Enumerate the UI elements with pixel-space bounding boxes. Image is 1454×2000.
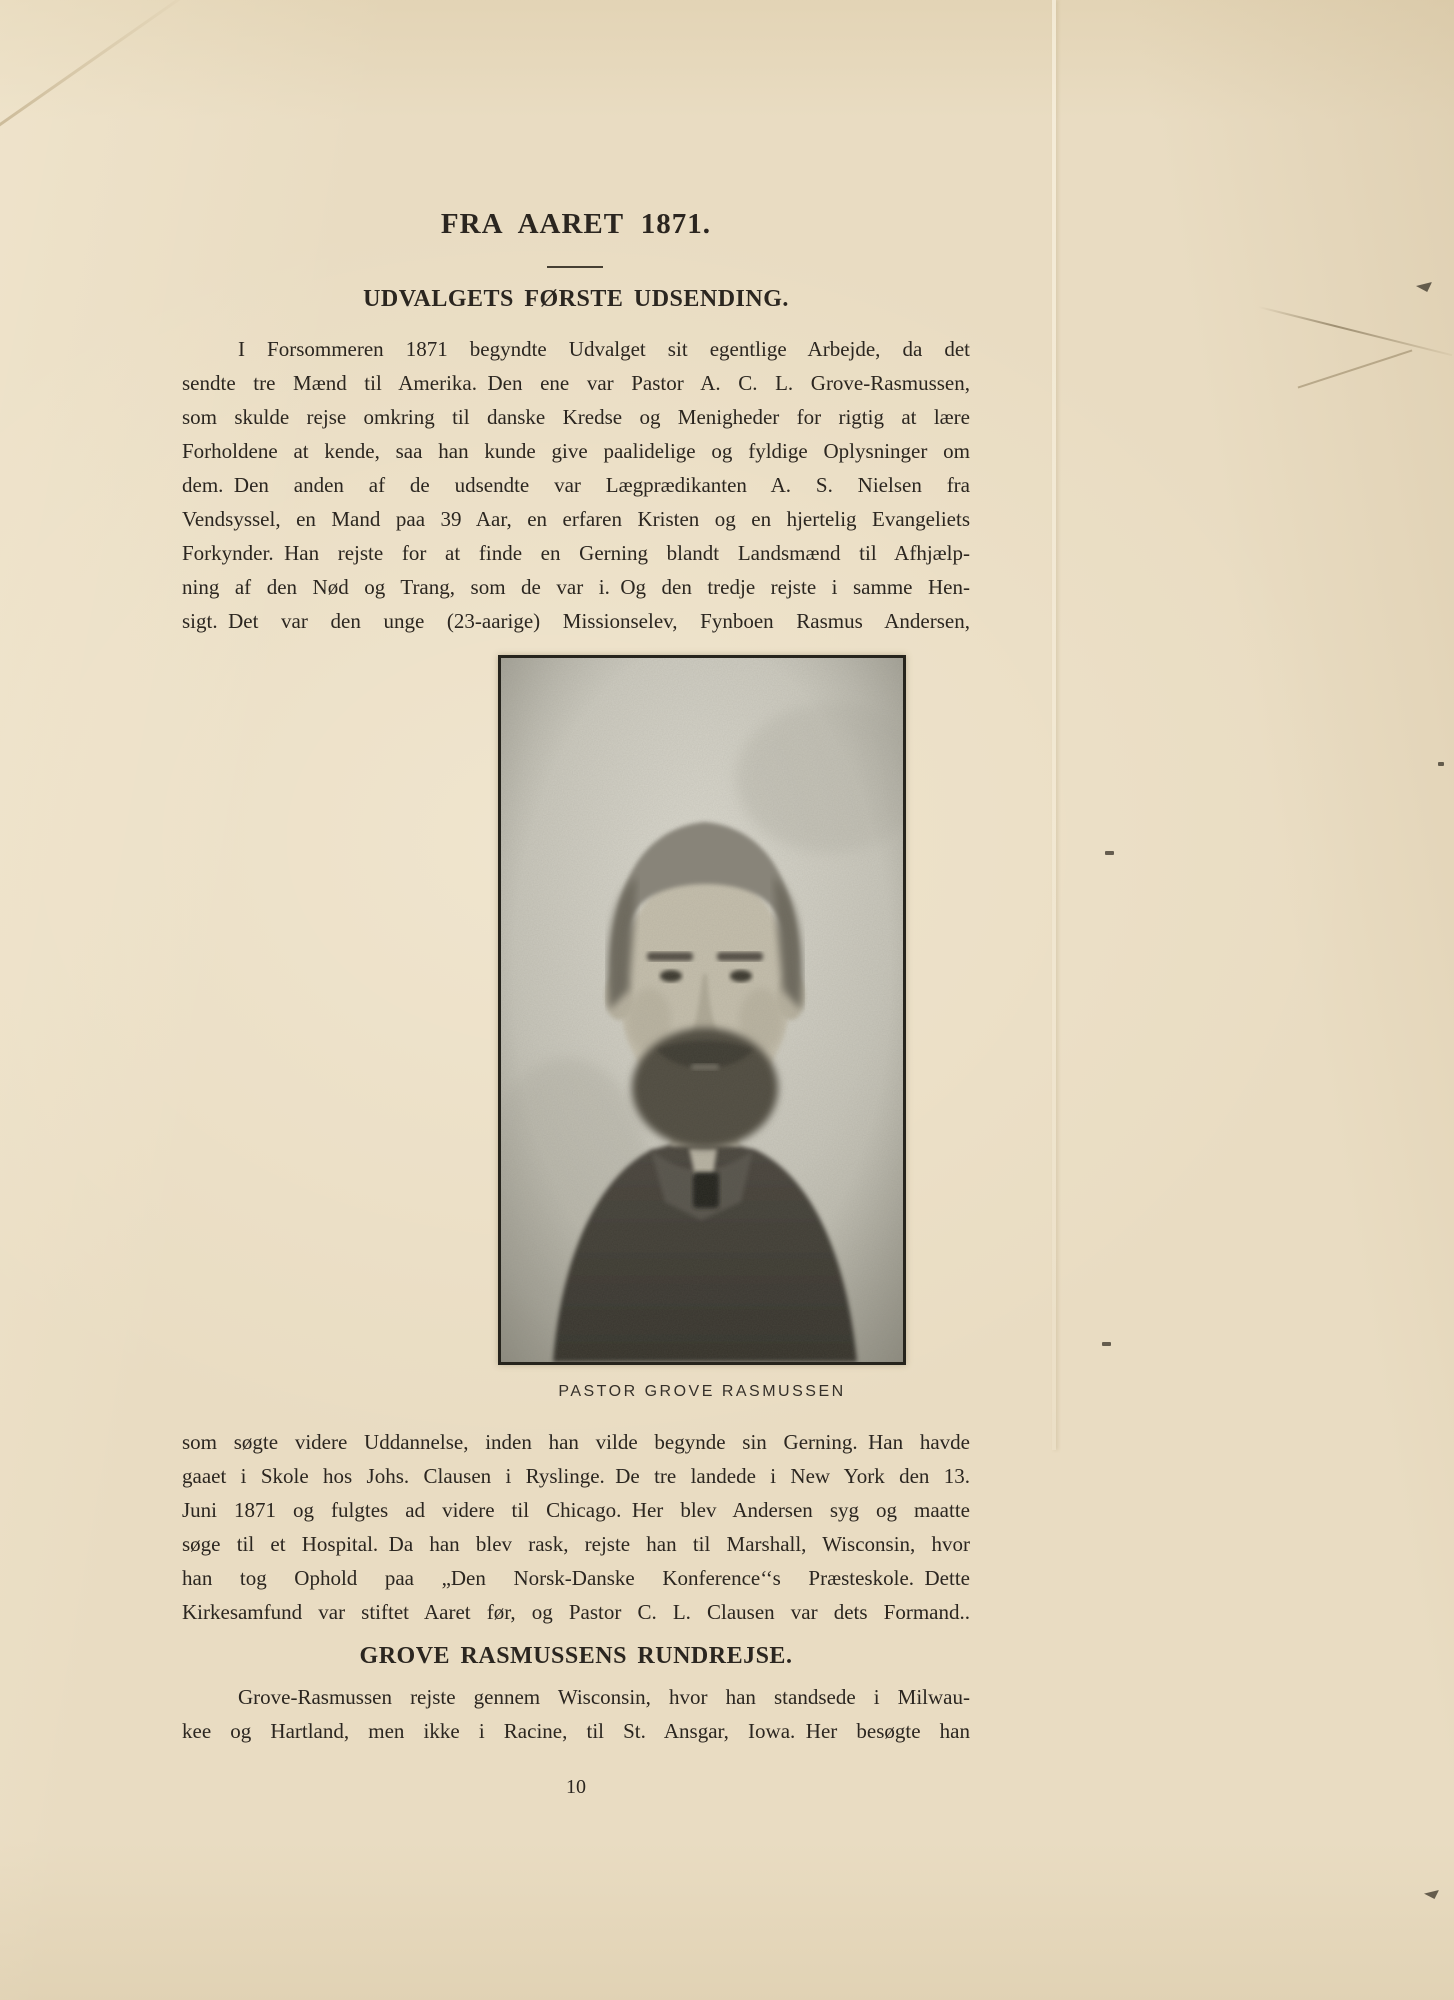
paper-crease (0, 0, 197, 137)
text-line: Juni 1871 og fulgtes ad videre til Chicago. Her blev Andersen syg og maatte (182, 1498, 970, 1522)
portrait-photo-art (501, 658, 903, 1362)
paper-crack (1298, 350, 1413, 389)
scan-artifact (1105, 851, 1114, 855)
paragraph-3 (182, 1680, 970, 1748)
section-heading-udvalgets-foerste-udsending: UDVALGETS FØRSTE UDSENDING. (363, 286, 789, 312)
text-line: som skulde rejse omkring til danske Kredse og Menigheder for rigtig at lære (182, 405, 970, 429)
section-heading-grove-rasmussens-rundrejse: GROVE RASMUSSENS RUNDREJSE. (359, 1643, 793, 1669)
text-line: kee og Hartland, men ikke i Racine, til St. Ansgar, Iowa. Her besøgte han (182, 1719, 970, 1743)
text-line: søge til et Hospital. Da han blev rask, rejste han til Marshall, Wisconsin, hvor (182, 1532, 970, 1556)
scan-artifact (1424, 1890, 1439, 1899)
figure-portrait (498, 655, 906, 1365)
text-line: ning af den Nød og Trang, som de var i. Og den tredje rejste i samme Hen- (182, 575, 970, 599)
scan-artifact (1102, 1342, 1111, 1346)
text-line: sendte tre Mænd til Amerika. Den ene var Pastor A. C. L. Grove-Rasmussen, (182, 371, 970, 395)
paper-fold-line (1052, 0, 1056, 1450)
text-line: Vendsyssel, en Mand paa 39 Aar, en erfaren Kristen og en hjertelig Evangeliets (182, 507, 970, 531)
paragraph-2 (182, 1425, 970, 1629)
paragraph-1 (182, 332, 970, 638)
text-line: Kirkesamfund var stiftet Aaret før, og Pastor C. L. Clausen var dets Formand.. (182, 1600, 970, 1624)
portrait-photo (498, 655, 906, 1365)
paper-crack (1258, 306, 1453, 356)
text-line: Grove-Rasmussen rejste gennem Wisconsin, hvor han standsede i Milwau- (238, 1685, 970, 1709)
text-line: gaaet i Skole hos Johs. Clausen i Ryslinge. De tre landede i New York den 13. (182, 1464, 970, 1488)
text-line: I Forsommeren 1871 begyndte Udvalget sit egentlige Arbejde, da det (238, 337, 970, 361)
scan-artifact (1416, 282, 1432, 292)
text-line: sigt. Det var den unge (23-aarige) Missionselev, Fynboen Rasmus Andersen, (182, 609, 970, 633)
text-line: Forholdene at kende, saa han kunde give paalidelige og fyldige Oplysninger om (182, 439, 970, 463)
scan-artifact (1438, 762, 1444, 766)
text-line: han tog Ophold paa „Den Norsk-Danske Konference‘‘s Præsteskole. Dette (182, 1566, 970, 1590)
text-line: som søgte videre Uddannelse, inden han vilde begynde sin Gerning. Han havde (182, 1430, 970, 1454)
text-line: Forkynder. Han rejste for at finde en Gerning blandt Landsmænd til Afhjælp- (182, 541, 970, 565)
photo-caption: PASTOR GROVE RASMUSSEN (558, 1383, 846, 1400)
page-number: 10 (566, 1776, 586, 1798)
page-title: FRA AARET 1871. (440, 208, 712, 240)
text-line: dem. Den anden af de udsendte var Lægprædikanten A. S. Nielsen fra (182, 473, 970, 497)
title-divider (547, 266, 603, 268)
